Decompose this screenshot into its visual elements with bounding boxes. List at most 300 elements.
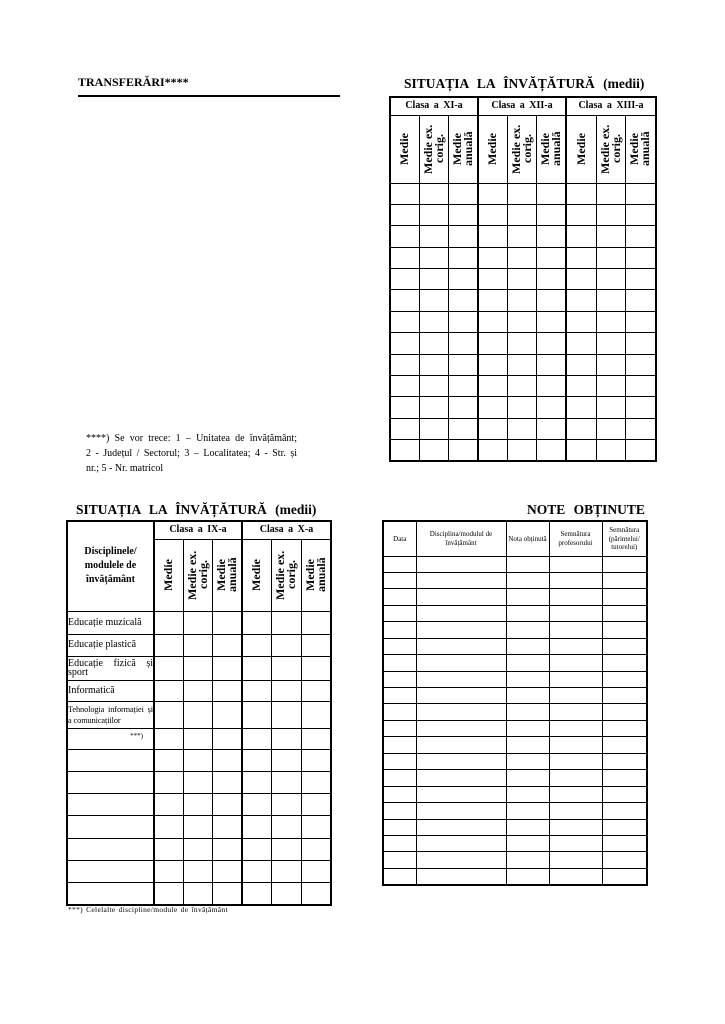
table-cell <box>549 786 602 802</box>
table-cell <box>183 701 212 728</box>
table-row <box>383 671 647 687</box>
table-cell <box>602 737 647 753</box>
table-cell <box>154 816 183 838</box>
table-row <box>67 816 331 838</box>
table-cell <box>506 720 549 736</box>
table-cell <box>478 376 507 397</box>
table-cell <box>271 656 301 680</box>
table-row <box>383 556 647 572</box>
transfers-title: TRANSFERĂRI**** <box>78 75 189 89</box>
column-header-label: Medie <box>573 133 588 165</box>
table-cell <box>448 204 478 225</box>
transfers-footnote <box>86 431 297 476</box>
table-cell <box>549 720 602 736</box>
table-cell <box>566 204 596 225</box>
table-cell <box>507 290 536 311</box>
table-cell <box>416 638 506 654</box>
table-cell <box>383 688 416 704</box>
table-cell <box>383 622 416 638</box>
table-cell <box>602 688 647 704</box>
footnote-line: 2 - Județul / Sectorul; 3 – Localitatea; 4 - Str. și <box>86 448 297 459</box>
table-cell <box>448 269 478 290</box>
column-header-average <box>478 115 507 183</box>
subject-label-physical-education: Educație fizică și sport <box>68 657 153 678</box>
table-cell <box>383 605 416 621</box>
table-cell <box>390 183 419 204</box>
table-cell <box>506 786 549 802</box>
table-cell <box>602 852 647 868</box>
table-cell <box>625 226 656 247</box>
table-cell <box>383 671 416 687</box>
table-cell <box>507 204 536 225</box>
table-cell <box>416 720 506 736</box>
table-cell <box>383 655 416 671</box>
table-cell <box>383 720 416 736</box>
column-header-grade: Nota obținută <box>506 521 549 556</box>
table-cell <box>383 737 416 753</box>
table-cell <box>416 786 506 802</box>
table-cell <box>390 354 419 375</box>
column-header-annual-average <box>212 539 242 611</box>
table-cell <box>242 838 271 860</box>
table-cell <box>271 701 301 728</box>
class-header-row <box>67 521 331 539</box>
column-header-row <box>390 115 656 183</box>
table-cell <box>549 572 602 588</box>
table-cell <box>448 226 478 247</box>
table-cell <box>478 397 507 418</box>
table-row <box>67 860 331 882</box>
subject-row <box>67 656 331 680</box>
table-cell <box>154 634 183 656</box>
table-cell <box>596 440 625 461</box>
table-cell <box>536 418 566 439</box>
table-cell <box>242 656 271 680</box>
table-cell <box>625 247 656 268</box>
table-cell <box>419 354 448 375</box>
table-cell <box>448 333 478 354</box>
table-cell <box>416 589 506 605</box>
table-cell <box>183 771 212 793</box>
table-cell <box>301 794 331 816</box>
table-cell <box>602 671 647 687</box>
table-cell <box>448 247 478 268</box>
table-cell <box>506 671 549 687</box>
table-cell <box>183 838 212 860</box>
table-cell <box>416 803 506 819</box>
table-cell <box>183 634 212 656</box>
table-row <box>383 786 647 802</box>
table-cell <box>536 354 566 375</box>
table-cell <box>271 611 301 634</box>
column-header-average <box>242 539 271 611</box>
table-cell <box>242 634 271 656</box>
table-cell <box>154 749 183 771</box>
table-cell <box>625 269 656 290</box>
column-header-label: Medie ex. corig. <box>273 550 298 600</box>
table-cell <box>549 638 602 654</box>
table-cell <box>183 860 212 882</box>
table-row <box>390 311 656 332</box>
table-cell <box>419 333 448 354</box>
table-cell <box>507 183 536 204</box>
table-cell <box>566 333 596 354</box>
table-cell <box>301 656 331 680</box>
table-cell <box>602 819 647 835</box>
table-cell <box>390 440 419 461</box>
table-cell <box>549 556 602 572</box>
table-cell <box>301 728 331 749</box>
table-row <box>383 622 647 638</box>
class-header-xii: Clasa a XII-a <box>478 97 566 115</box>
table-row <box>390 440 656 461</box>
table-cell <box>212 656 242 680</box>
table-cell <box>212 838 242 860</box>
table-cell <box>67 794 154 816</box>
table-cell <box>183 656 212 680</box>
table-cell <box>625 397 656 418</box>
table-row <box>390 354 656 375</box>
table-row <box>383 589 647 605</box>
table-row <box>383 753 647 769</box>
table-cell <box>549 835 602 851</box>
table-cell <box>549 605 602 621</box>
table-cell <box>416 605 506 621</box>
table-cell <box>419 269 448 290</box>
table-cell <box>478 183 507 204</box>
subject-row <box>67 634 331 656</box>
column-header-label: Medie ex. corig. <box>508 124 534 174</box>
table-cell <box>67 816 154 838</box>
table-cell <box>549 852 602 868</box>
table-row <box>383 688 647 704</box>
table-cell <box>596 397 625 418</box>
table-cell <box>596 333 625 354</box>
table-cell <box>390 290 419 311</box>
column-header-average <box>566 115 596 183</box>
table-cell <box>212 794 242 816</box>
column-header-label: Medie <box>161 559 176 591</box>
table-cell <box>242 771 271 793</box>
table-cell <box>549 819 602 835</box>
table-cell <box>416 556 506 572</box>
table-cell <box>596 376 625 397</box>
class-header-xi: Clasa a XI-a <box>390 97 478 115</box>
table-cell <box>506 572 549 588</box>
table-cell <box>67 838 154 860</box>
table-cell <box>448 183 478 204</box>
class-header-row <box>390 97 656 115</box>
table-row <box>383 819 647 835</box>
table-cell <box>566 440 596 461</box>
class-header-xiii: Clasa a XIII-a <box>566 97 656 115</box>
table-cell <box>212 728 242 749</box>
table-row <box>390 247 656 268</box>
table-cell <box>383 852 416 868</box>
table-row <box>383 572 647 588</box>
table-cell <box>602 803 647 819</box>
table-cell <box>242 611 271 634</box>
lower-grades-body <box>67 611 331 905</box>
subject-row <box>67 728 331 749</box>
table-cell <box>390 269 419 290</box>
table-cell <box>625 418 656 439</box>
table-cell <box>448 376 478 397</box>
column-header-teacher-signature: Semnătura profesorului <box>549 521 602 556</box>
column-header-annual-average <box>625 115 656 183</box>
table-row <box>390 418 656 439</box>
table-cell <box>271 838 301 860</box>
column-header-re-exam-average <box>596 115 625 183</box>
subjects-column-header: Disciplinele/ modulele de învățământ <box>67 521 154 611</box>
table-cell <box>506 770 549 786</box>
column-header-label: Medie <box>249 559 264 591</box>
table-cell <box>416 737 506 753</box>
table-cell <box>506 638 549 654</box>
table-cell <box>507 418 536 439</box>
table-cell <box>625 376 656 397</box>
table-cell <box>212 749 242 771</box>
table-cell <box>419 247 448 268</box>
table-cell <box>549 671 602 687</box>
table-cell <box>416 572 506 588</box>
table-cell <box>478 418 507 439</box>
table-cell <box>602 720 647 736</box>
table-cell <box>67 883 154 905</box>
table-cell <box>602 622 647 638</box>
table-cell <box>419 376 448 397</box>
table-cell <box>301 701 331 728</box>
table-cell <box>383 803 416 819</box>
table-cell <box>506 589 549 605</box>
table-cell <box>596 354 625 375</box>
table-cell <box>602 770 647 786</box>
column-header-average <box>154 539 183 611</box>
table-cell <box>183 816 212 838</box>
table-cell <box>506 688 549 704</box>
table-cell <box>448 290 478 311</box>
table-cell <box>536 247 566 268</box>
subject-label-music: Educație muzicală <box>67 611 154 634</box>
table-cell <box>383 589 416 605</box>
table-cell <box>183 611 212 634</box>
subject-label-ict: Tehnologia informației și a comunicațiilor <box>67 701 154 728</box>
table-cell <box>383 572 416 588</box>
table-cell <box>448 440 478 461</box>
column-header-label: Medie <box>485 133 500 165</box>
table-cell <box>416 655 506 671</box>
footnote-line: nr.; 5 - Nr. matricol <box>86 463 164 474</box>
table-cell <box>154 728 183 749</box>
table-row <box>390 290 656 311</box>
table-cell <box>390 247 419 268</box>
subject-row <box>67 680 331 701</box>
table-cell <box>506 737 549 753</box>
table-cell <box>212 860 242 882</box>
table-row <box>383 655 647 671</box>
table-cell <box>506 655 549 671</box>
table-cell <box>549 622 602 638</box>
table-cell <box>271 816 301 838</box>
table-row <box>390 333 656 354</box>
table-cell <box>536 204 566 225</box>
table-cell <box>154 701 183 728</box>
notes-title: NOTE OBȚINUTE <box>527 502 645 517</box>
table-cell <box>154 680 183 701</box>
notes-body <box>383 556 647 885</box>
table-cell <box>596 418 625 439</box>
table-cell <box>478 311 507 332</box>
table-cell <box>383 868 416 884</box>
lower-grades-table <box>66 520 332 906</box>
table-cell <box>419 183 448 204</box>
table-cell <box>383 638 416 654</box>
table-cell <box>625 290 656 311</box>
table-cell <box>242 701 271 728</box>
table-cell <box>301 749 331 771</box>
table-cell <box>596 311 625 332</box>
table-cell <box>271 771 301 793</box>
notes-table <box>382 520 648 886</box>
subject-label-art: Educație plastică <box>67 634 154 656</box>
table-cell <box>390 311 419 332</box>
table-cell <box>478 226 507 247</box>
table-row <box>390 204 656 225</box>
column-header-annual-average <box>536 115 566 183</box>
table-row <box>383 638 647 654</box>
column-header-label: Medie anuală <box>627 131 653 167</box>
table-cell <box>602 556 647 572</box>
table-cell <box>506 704 549 720</box>
table-cell <box>549 868 602 884</box>
table-cell <box>602 786 647 802</box>
table-cell <box>271 728 301 749</box>
table-cell <box>507 269 536 290</box>
table-cell <box>419 204 448 225</box>
table-cell <box>301 816 331 838</box>
table-cell <box>536 397 566 418</box>
table-cell <box>549 770 602 786</box>
table-row <box>67 749 331 771</box>
table-cell <box>383 753 416 769</box>
table-cell <box>549 704 602 720</box>
table-cell <box>242 728 271 749</box>
table-cell <box>506 868 549 884</box>
subject-label-informatics: Informatică <box>67 680 154 701</box>
table-cell <box>419 440 448 461</box>
table-cell <box>536 183 566 204</box>
table-cell <box>416 770 506 786</box>
table-cell <box>596 247 625 268</box>
table-cell <box>301 771 331 793</box>
table-cell <box>506 803 549 819</box>
table-cell <box>602 605 647 621</box>
table-row <box>390 226 656 247</box>
table-cell <box>625 354 656 375</box>
column-header-label: Medie ex. corig. <box>597 124 623 174</box>
table-cell <box>242 680 271 701</box>
column-header-label: Medie ex. corig. <box>420 124 446 174</box>
table-cell <box>507 226 536 247</box>
table-cell <box>536 226 566 247</box>
table-cell <box>242 883 271 905</box>
column-header-label: Medie anuală <box>302 557 328 593</box>
table-cell <box>478 290 507 311</box>
table-cell <box>536 440 566 461</box>
table-cell <box>383 704 416 720</box>
table-cell <box>536 269 566 290</box>
table-cell <box>271 794 301 816</box>
table-row <box>383 835 647 851</box>
table-cell <box>596 269 625 290</box>
table-row <box>67 883 331 905</box>
column-header-parent-signature: Semnătura (părintelui/ tutorelui) <box>602 521 647 556</box>
table-cell <box>301 883 331 905</box>
column-header-label: Medie ex. corig. <box>184 550 210 600</box>
table-cell <box>536 376 566 397</box>
table-cell <box>154 860 183 882</box>
table-cell <box>416 704 506 720</box>
table-cell <box>271 634 301 656</box>
table-cell <box>67 749 154 771</box>
column-header-label: Medie anuală <box>537 131 563 167</box>
subject-row <box>67 611 331 634</box>
table-cell <box>549 589 602 605</box>
table-cell <box>566 418 596 439</box>
table-cell <box>602 589 647 605</box>
table-cell <box>416 688 506 704</box>
table-row <box>390 397 656 418</box>
table-cell <box>536 333 566 354</box>
table-cell <box>416 753 506 769</box>
table-cell <box>448 354 478 375</box>
table-cell <box>383 786 416 802</box>
table-cell <box>390 333 419 354</box>
table-cell <box>566 376 596 397</box>
table-cell <box>566 183 596 204</box>
table-cell <box>212 611 242 634</box>
class-header-ix: Clasa a IX-a <box>154 521 242 539</box>
table-cell <box>566 397 596 418</box>
column-header-average <box>390 115 419 183</box>
table-row <box>383 605 647 621</box>
table-cell <box>416 819 506 835</box>
table-cell <box>602 655 647 671</box>
table-cell <box>625 311 656 332</box>
table-cell <box>301 860 331 882</box>
table-row <box>383 852 647 868</box>
table-cell <box>596 226 625 247</box>
table-cell <box>507 354 536 375</box>
table-cell <box>596 290 625 311</box>
table-cell <box>383 556 416 572</box>
table-cell <box>419 311 448 332</box>
table-cell <box>242 860 271 882</box>
table-cell <box>506 556 549 572</box>
column-header-re-exam-average <box>507 115 536 183</box>
table-cell <box>154 883 183 905</box>
table-cell <box>242 816 271 838</box>
class-header-x: Clasa a X-a <box>242 521 331 539</box>
table-cell <box>549 753 602 769</box>
table-cell <box>154 611 183 634</box>
table-cell <box>183 749 212 771</box>
other-subjects-marker: ***) <box>67 728 154 749</box>
table-cell <box>536 290 566 311</box>
table-cell <box>271 883 301 905</box>
table-cell <box>416 852 506 868</box>
table-cell <box>212 634 242 656</box>
